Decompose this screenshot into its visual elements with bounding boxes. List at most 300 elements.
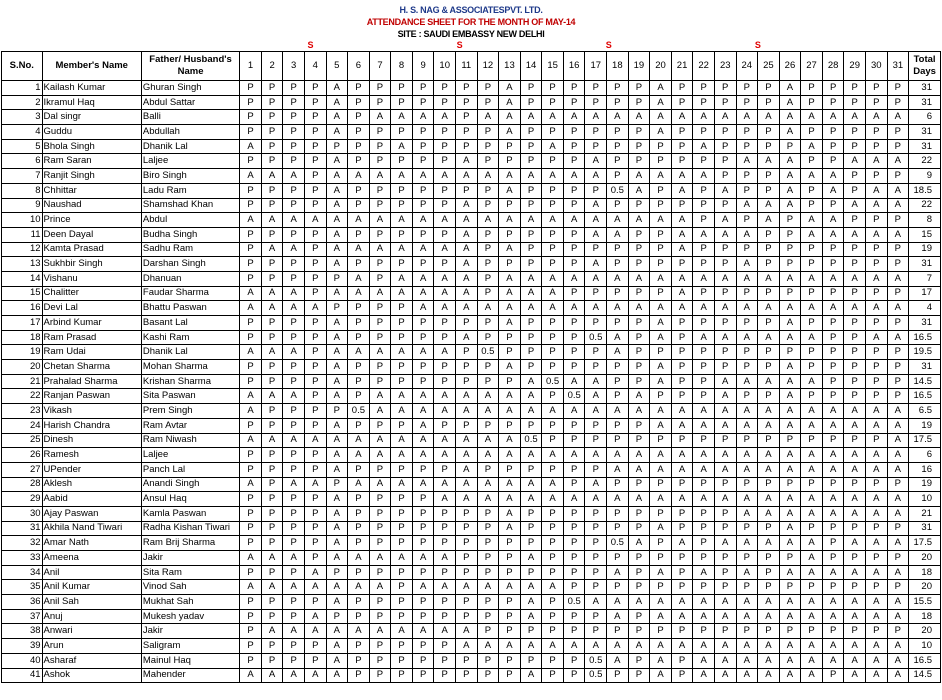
attendance-cell: A [261, 389, 283, 404]
father-name-cell: Abdul Sattar [141, 95, 239, 110]
sunday-marker: S [605, 40, 612, 50]
attendance-cell: P [261, 81, 283, 96]
attendance-cell: A [865, 330, 887, 345]
table-row [2, 95, 941, 110]
attendance-cell: P [844, 139, 866, 154]
member-name-cell: Prahalad Sharma [42, 374, 141, 389]
attendance-cell: A [801, 565, 823, 580]
attendance-cell: A [801, 448, 823, 463]
attendance-cell: P [240, 81, 262, 96]
member-name-cell: Chhittar [42, 183, 141, 198]
total-days-cell: 22 [909, 198, 941, 213]
attendance-cell: P [391, 506, 413, 521]
attendance-cell: P [499, 595, 521, 610]
attendance-cell: P [801, 389, 823, 404]
attendance-cell: A [801, 227, 823, 242]
attendance-cell: P [304, 198, 326, 213]
attendance-cell: A [520, 477, 542, 492]
attendance-cell: A [801, 639, 823, 654]
attendance-cell: A [779, 521, 801, 536]
attendance-cell: P [563, 551, 585, 566]
attendance-cell: A [887, 462, 909, 477]
attendance-cell: P [261, 462, 283, 477]
table-row [2, 551, 941, 566]
attendance-cell: A [520, 551, 542, 566]
total-days-cell: 31 [909, 139, 941, 154]
attendance-cell: P [844, 360, 866, 375]
attendance-cell: A [520, 492, 542, 507]
attendance-cell: P [261, 536, 283, 551]
attendance-cell: P [714, 316, 736, 331]
attendance-cell: A [887, 301, 909, 316]
father-name-header: Father/ Husband's Name [141, 52, 239, 81]
attendance-cell: P [391, 81, 413, 96]
attendance-cell: A [779, 81, 801, 96]
attendance-cell: A [650, 462, 672, 477]
attendance-cell: A [477, 580, 499, 595]
attendance-cell: P [283, 257, 305, 272]
attendance-cell: P [628, 257, 650, 272]
attendance-cell: P [607, 169, 629, 184]
attendance-cell: P [693, 242, 715, 257]
attendance-cell: A [714, 301, 736, 316]
attendance-cell: 0.5 [607, 183, 629, 198]
attendance-cell: 0.5 [542, 374, 564, 389]
attendance-cell: A [801, 330, 823, 345]
sunday-marker: S [307, 40, 314, 50]
attendance-cell: P [714, 521, 736, 536]
attendance-cell: P [844, 316, 866, 331]
attendance-cell: A [887, 183, 909, 198]
attendance-cell: P [412, 154, 434, 169]
attendance-cell: P [714, 565, 736, 580]
attendance-cell: P [607, 580, 629, 595]
attendance-cell: P [801, 154, 823, 169]
attendance-cell: P [736, 139, 758, 154]
total-days-cell: 15.5 [909, 595, 941, 610]
attendance-cell: P [779, 580, 801, 595]
attendance-cell: P [456, 506, 478, 521]
attendance-cell: A [736, 639, 758, 654]
attendance-cell: A [650, 668, 672, 683]
serial-number-cell: 17 [2, 316, 43, 331]
attendance-cell: A [650, 213, 672, 228]
attendance-cell: P [369, 125, 391, 140]
attendance-cell: A [650, 360, 672, 375]
member-name-cell: Arun [42, 639, 141, 654]
attendance-cell: P [671, 154, 693, 169]
attendance-cell: A [499, 639, 521, 654]
attendance-cell: P [283, 374, 305, 389]
attendance-cell: A [326, 551, 348, 566]
attendance-cell: P [477, 271, 499, 286]
attendance-cell: P [628, 95, 650, 110]
attendance-cell: P [412, 316, 434, 331]
attendance-cell: A [304, 433, 326, 448]
attendance-cell: A [240, 301, 262, 316]
attendance-cell: A [585, 227, 607, 242]
attendance-cell: A [348, 624, 370, 639]
attendance-cell: A [865, 154, 887, 169]
attendance-cell: P [434, 506, 456, 521]
attendance-cell: P [542, 330, 564, 345]
table-row [2, 169, 941, 184]
attendance-cell: A [822, 110, 844, 125]
total-days-cell: 18.5 [909, 183, 941, 198]
attendance-table [1, 51, 941, 683]
attendance-cell: P [844, 81, 866, 96]
attendance-cell: P [736, 624, 758, 639]
attendance-cell: A [542, 169, 564, 184]
attendance-cell: A [779, 653, 801, 668]
attendance-cell: A [671, 110, 693, 125]
table-header-row [2, 52, 941, 81]
attendance-cell: A [887, 653, 909, 668]
attendance-cell: P [261, 609, 283, 624]
attendance-cell: P [391, 536, 413, 551]
attendance-cell: A [499, 448, 521, 463]
serial-number-cell: 13 [2, 257, 43, 272]
attendance-cell: P [779, 551, 801, 566]
attendance-cell: P [240, 521, 262, 536]
attendance-cell: A [499, 301, 521, 316]
attendance-cell: A [499, 110, 521, 125]
attendance-cell: A [520, 286, 542, 301]
attendance-cell: A [865, 271, 887, 286]
day-header: 30 [865, 52, 887, 81]
attendance-cell: A [758, 154, 780, 169]
attendance-cell: A [671, 271, 693, 286]
attendance-cell: A [822, 213, 844, 228]
attendance-cell: A [499, 81, 521, 96]
attendance-cell: A [844, 198, 866, 213]
attendance-cell: P [607, 433, 629, 448]
attendance-cell: P [261, 330, 283, 345]
attendance-cell: P [456, 125, 478, 140]
attendance-cell: P [693, 506, 715, 521]
attendance-cell: P [304, 536, 326, 551]
attendance-cell: P [801, 198, 823, 213]
father-name-cell: Dhanik Lal [141, 139, 239, 154]
attendance-cell: P [369, 81, 391, 96]
attendance-cell: P [477, 624, 499, 639]
attendance-cell: A [758, 462, 780, 477]
attendance-cell: P [261, 595, 283, 610]
attendance-cell: A [801, 139, 823, 154]
attendance-cell: A [369, 345, 391, 360]
total-days-cell: 6.5 [909, 404, 941, 419]
attendance-cell: P [801, 242, 823, 257]
attendance-cell: A [456, 330, 478, 345]
attendance-cell: P [822, 125, 844, 140]
attendance-cell: P [348, 95, 370, 110]
attendance-cell: P [887, 345, 909, 360]
day-header: 1 [240, 52, 262, 81]
member-name-cell: Devi Lal [42, 301, 141, 316]
attendance-cell: P [240, 418, 262, 433]
attendance-cell: A [434, 301, 456, 316]
attendance-cell: P [822, 154, 844, 169]
attendance-cell: P [585, 580, 607, 595]
attendance-cell: A [779, 418, 801, 433]
attendance-cell: P [758, 139, 780, 154]
father-name-cell: Kashi Ram [141, 330, 239, 345]
serial-number-cell: 9 [2, 198, 43, 213]
attendance-cell: A [779, 198, 801, 213]
table-row [2, 286, 941, 301]
member-name-cell: Deen Dayal [42, 227, 141, 242]
member-name-cell: Aklesh [42, 477, 141, 492]
attendance-cell: P [671, 477, 693, 492]
attendance-cell: A [714, 404, 736, 419]
attendance-cell: A [650, 81, 672, 96]
table-row [2, 624, 941, 639]
attendance-cell: A [607, 227, 629, 242]
attendance-cell: A [714, 271, 736, 286]
attendance-cell: A [412, 110, 434, 125]
attendance-cell: P [456, 653, 478, 668]
attendance-cell: A [736, 154, 758, 169]
attendance-cell: A [822, 183, 844, 198]
attendance-cell: A [240, 286, 262, 301]
day-header: 15 [542, 52, 564, 81]
member-name-cell: Amar Nath [42, 536, 141, 551]
attendance-cell: P [628, 624, 650, 639]
day-header: 26 [779, 52, 801, 81]
attendance-cell: P [240, 183, 262, 198]
attendance-cell: P [456, 110, 478, 125]
attendance-cell: P [758, 81, 780, 96]
attendance-cell: A [822, 639, 844, 654]
attendance-cell: A [520, 169, 542, 184]
attendance-cell: A [456, 462, 478, 477]
attendance-cell: P [650, 183, 672, 198]
father-name-cell: Basant Lal [141, 316, 239, 331]
attendance-cell: P [758, 477, 780, 492]
serial-number-cell: 6 [2, 154, 43, 169]
attendance-cell: P [671, 139, 693, 154]
member-name-cell: Dinesh [42, 433, 141, 448]
attendance-cell: P [779, 139, 801, 154]
attendance-cell: P [801, 580, 823, 595]
attendance-cell: P [714, 139, 736, 154]
attendance-cell: P [412, 668, 434, 683]
attendance-cell: A [822, 565, 844, 580]
attendance-cell: A [779, 536, 801, 551]
attendance-cell: A [520, 609, 542, 624]
table-row [2, 565, 941, 580]
attendance-cell: P [844, 389, 866, 404]
table-row [2, 609, 941, 624]
attendance-cell: P [369, 360, 391, 375]
attendance-cell: P [628, 345, 650, 360]
attendance-cell: A [585, 389, 607, 404]
attendance-cell: P [542, 668, 564, 683]
attendance-cell: P [499, 330, 521, 345]
attendance-cell: P [736, 316, 758, 331]
attendance-cell: P [822, 624, 844, 639]
attendance-cell: P [456, 345, 478, 360]
attendance-cell: P [283, 183, 305, 198]
attendance-cell: P [348, 81, 370, 96]
attendance-cell: A [369, 477, 391, 492]
attendance-cell: A [650, 521, 672, 536]
attendance-cell: P [434, 668, 456, 683]
attendance-cell: A [671, 227, 693, 242]
attendance-cell: A [736, 110, 758, 125]
attendance-cell: A [758, 198, 780, 213]
serial-number-cell: 7 [2, 169, 43, 184]
attendance-cell: P [412, 183, 434, 198]
attendance-cell: P [434, 125, 456, 140]
attendance-cell: A [326, 316, 348, 331]
day-header: 29 [844, 52, 866, 81]
attendance-cell: P [412, 198, 434, 213]
attendance-cell: P [542, 506, 564, 521]
attendance-cell: P [542, 462, 564, 477]
site-name: SITE : SAUDI EMBASSY NEW DELHI [397, 29, 545, 39]
attendance-cell: P [822, 477, 844, 492]
member-name-cell: Ram Prasad [42, 330, 141, 345]
attendance-cell: A [261, 169, 283, 184]
attendance-cell: P [369, 95, 391, 110]
attendance-cell: A [865, 462, 887, 477]
total-days-cell: 31 [909, 257, 941, 272]
attendance-cell: A [736, 462, 758, 477]
father-name-cell: Mainul Haq [141, 653, 239, 668]
attendance-cell: A [758, 110, 780, 125]
attendance-cell: P [477, 227, 499, 242]
attendance-cell: A [412, 389, 434, 404]
attendance-cell: A [326, 506, 348, 521]
attendance-cell: P [844, 242, 866, 257]
attendance-cell: P [348, 110, 370, 125]
attendance-cell: A [607, 653, 629, 668]
attendance-cell: A [520, 374, 542, 389]
attendance-cell: A [779, 271, 801, 286]
father-name-cell: Biro Singh [141, 169, 239, 184]
attendance-cell: A [456, 433, 478, 448]
table-row [2, 183, 941, 198]
attendance-cell: A [412, 624, 434, 639]
attendance-cell: P [348, 183, 370, 198]
attendance-cell: P [391, 360, 413, 375]
attendance-cell: A [304, 565, 326, 580]
attendance-cell: P [736, 433, 758, 448]
attendance-cell: A [391, 448, 413, 463]
attendance-rows [2, 81, 941, 683]
father-name-cell: Sita Paswan [141, 389, 239, 404]
attendance-cell: A [369, 433, 391, 448]
attendance-cell: A [779, 374, 801, 389]
attendance-cell: P [348, 139, 370, 154]
attendance-cell: P [477, 330, 499, 345]
attendance-cell: A [693, 668, 715, 683]
attendance-cell: A [758, 404, 780, 419]
attendance-cell: A [520, 213, 542, 228]
attendance-cell: P [520, 139, 542, 154]
attendance-cell: P [865, 169, 887, 184]
table-row [2, 330, 941, 345]
attendance-cell: P [412, 227, 434, 242]
attendance-cell: P [477, 81, 499, 96]
father-name-cell: Ram Brij Sharma [141, 536, 239, 551]
attendance-cell: A [326, 95, 348, 110]
serial-number-cell: 24 [2, 418, 43, 433]
attendance-cell: P [779, 286, 801, 301]
total-days-cell: 20 [909, 551, 941, 566]
father-name-cell: Ram Niwash [141, 433, 239, 448]
attendance-cell: P [456, 521, 478, 536]
attendance-cell: A [326, 448, 348, 463]
attendance-cell: A [391, 139, 413, 154]
attendance-cell: P [412, 125, 434, 140]
attendance-cell: A [844, 609, 866, 624]
attendance-cell: P [348, 374, 370, 389]
father-name-cell: Laljee [141, 448, 239, 463]
attendance-cell: P [348, 198, 370, 213]
attendance-cell: A [887, 639, 909, 654]
serial-number-cell: 27 [2, 462, 43, 477]
total-days-cell: 31 [909, 316, 941, 331]
attendance-cell: P [240, 653, 262, 668]
attendance-cell: A [887, 565, 909, 580]
attendance-cell: P [542, 345, 564, 360]
attendance-cell: A [801, 404, 823, 419]
attendance-cell: A [650, 374, 672, 389]
attendance-cell: A [693, 139, 715, 154]
attendance-cell: 0.5 [563, 389, 585, 404]
attendance-cell: A [693, 301, 715, 316]
attendance-cell: P [844, 477, 866, 492]
attendance-cell: P [520, 462, 542, 477]
attendance-cell: P [779, 227, 801, 242]
attendance-cell: A [520, 668, 542, 683]
attendance-cell: P [563, 609, 585, 624]
attendance-cell: P [650, 286, 672, 301]
attendance-cell: P [283, 139, 305, 154]
total-days-cell: 6 [909, 110, 941, 125]
attendance-cell: A [693, 271, 715, 286]
attendance-cell: P [758, 257, 780, 272]
total-days-cell: 4 [909, 301, 941, 316]
attendance-cell: P [844, 183, 866, 198]
attendance-cell: A [304, 580, 326, 595]
attendance-cell: P [563, 316, 585, 331]
attendance-cell: P [520, 198, 542, 213]
attendance-cell: P [693, 198, 715, 213]
attendance-cell: P [693, 536, 715, 551]
father-name-cell: Sita Ram [141, 565, 239, 580]
attendance-cell: P [304, 183, 326, 198]
attendance-cell: P [520, 653, 542, 668]
attendance-cell: A [348, 345, 370, 360]
attendance-cell: A [434, 551, 456, 566]
attendance-cell: P [240, 536, 262, 551]
attendance-cell: A [758, 506, 780, 521]
attendance-cell: P [412, 653, 434, 668]
attendance-cell: A [542, 639, 564, 654]
member-name-cell: Sukhbir Singh [42, 257, 141, 272]
attendance-cell: A [369, 389, 391, 404]
attendance-cell: P [477, 374, 499, 389]
member-name-cell: Dal singr [42, 110, 141, 125]
attendance-cell: P [671, 125, 693, 140]
attendance-cell: P [563, 95, 585, 110]
attendance-cell: A [801, 110, 823, 125]
attendance-cell: A [865, 198, 887, 213]
member-name-cell: Harish Chandra [42, 418, 141, 433]
